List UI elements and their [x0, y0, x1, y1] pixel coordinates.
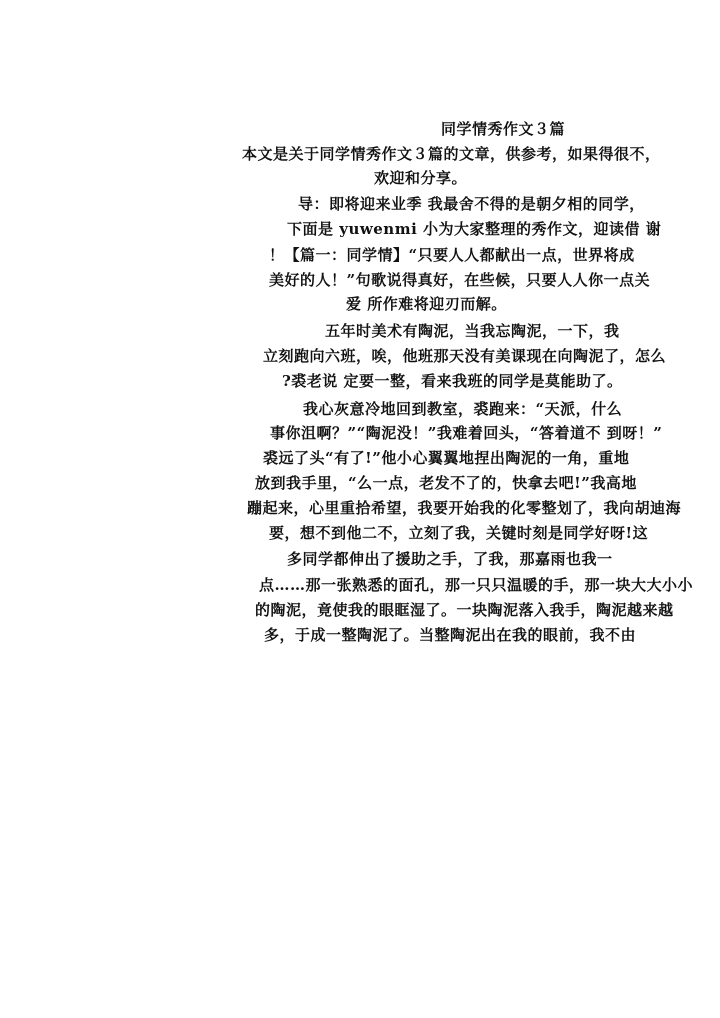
paragraph-line: 裘远了头“有了!”他小心翼翼地捏出陶泥的一角，重地 [263, 449, 630, 467]
paragraph-line: 美好的人！”句歌说得真好，在些候，只要人人你一点关 [269, 271, 651, 289]
paragraph-line: 五年时美术有陶泥，当我忘陶泥，一下，我 [325, 322, 620, 340]
paragraph-line: 事你沮啊？”“陶泥没！”我难着回头，“答着道不 到呀！” [270, 424, 663, 442]
paragraph-line: 多同学都伸出了援助之手，了我，那嘉雨也我一 [287, 550, 613, 568]
paragraph-line: 下面是 yuwenmi 小为大家整理的秀作文，迎读借 谢 [287, 220, 662, 238]
paragraph-line: 放到我手里，“么一点，老发不了的，快拿去吧!”我高地 [255, 474, 637, 492]
paragraph-line: ！【篇一：同学情】“只要人人都献出一点，世界将成 [269, 246, 635, 264]
paragraph-line: 立刻跑向六班，唉，他班那天没有美课现在向陶泥了，怎么 [263, 347, 667, 365]
paragraph-line: 要，想不到他二不，立刻了我，关键时刻是同学好呀!这 [269, 524, 649, 542]
paragraph-line: 多，于成一整陶泥了。当整陶泥出在我的眼前，我不由 [264, 626, 637, 644]
document-title: 同学情秀作文３篇 [441, 120, 566, 138]
paragraph-line: ?裘老说 定要一整，看来我班的同学是莫能助了。 [282, 372, 623, 390]
paragraph-line: 欢迎和分享。 [374, 169, 468, 187]
paragraph-line: 导：即将迎来业季 我最舍不得的是朝夕相的同学， [298, 195, 645, 213]
paragraph-line: 我心灰意冷地回到教室，裘跑来：“天派，什么 [303, 400, 623, 418]
paragraph-line: 点……那一张熟悉的面孔，那一只只温暖的手，那一块大大小小 [259, 576, 694, 594]
paragraph-line: 蹦起来，心里重拾希望，我要开始我的化零整划了，我向胡迪海 [247, 499, 682, 517]
paragraph-line: 本文是关于同学情秀作文３篇的文章，供参考，如果得很不， [242, 145, 661, 163]
paragraph-line: 的陶泥，竟使我的眼眶湿了。一块陶泥落入我手，陶泥越来越 [255, 601, 674, 619]
paragraph-line: 爱 所作难将迎刃而解。 [346, 295, 507, 313]
